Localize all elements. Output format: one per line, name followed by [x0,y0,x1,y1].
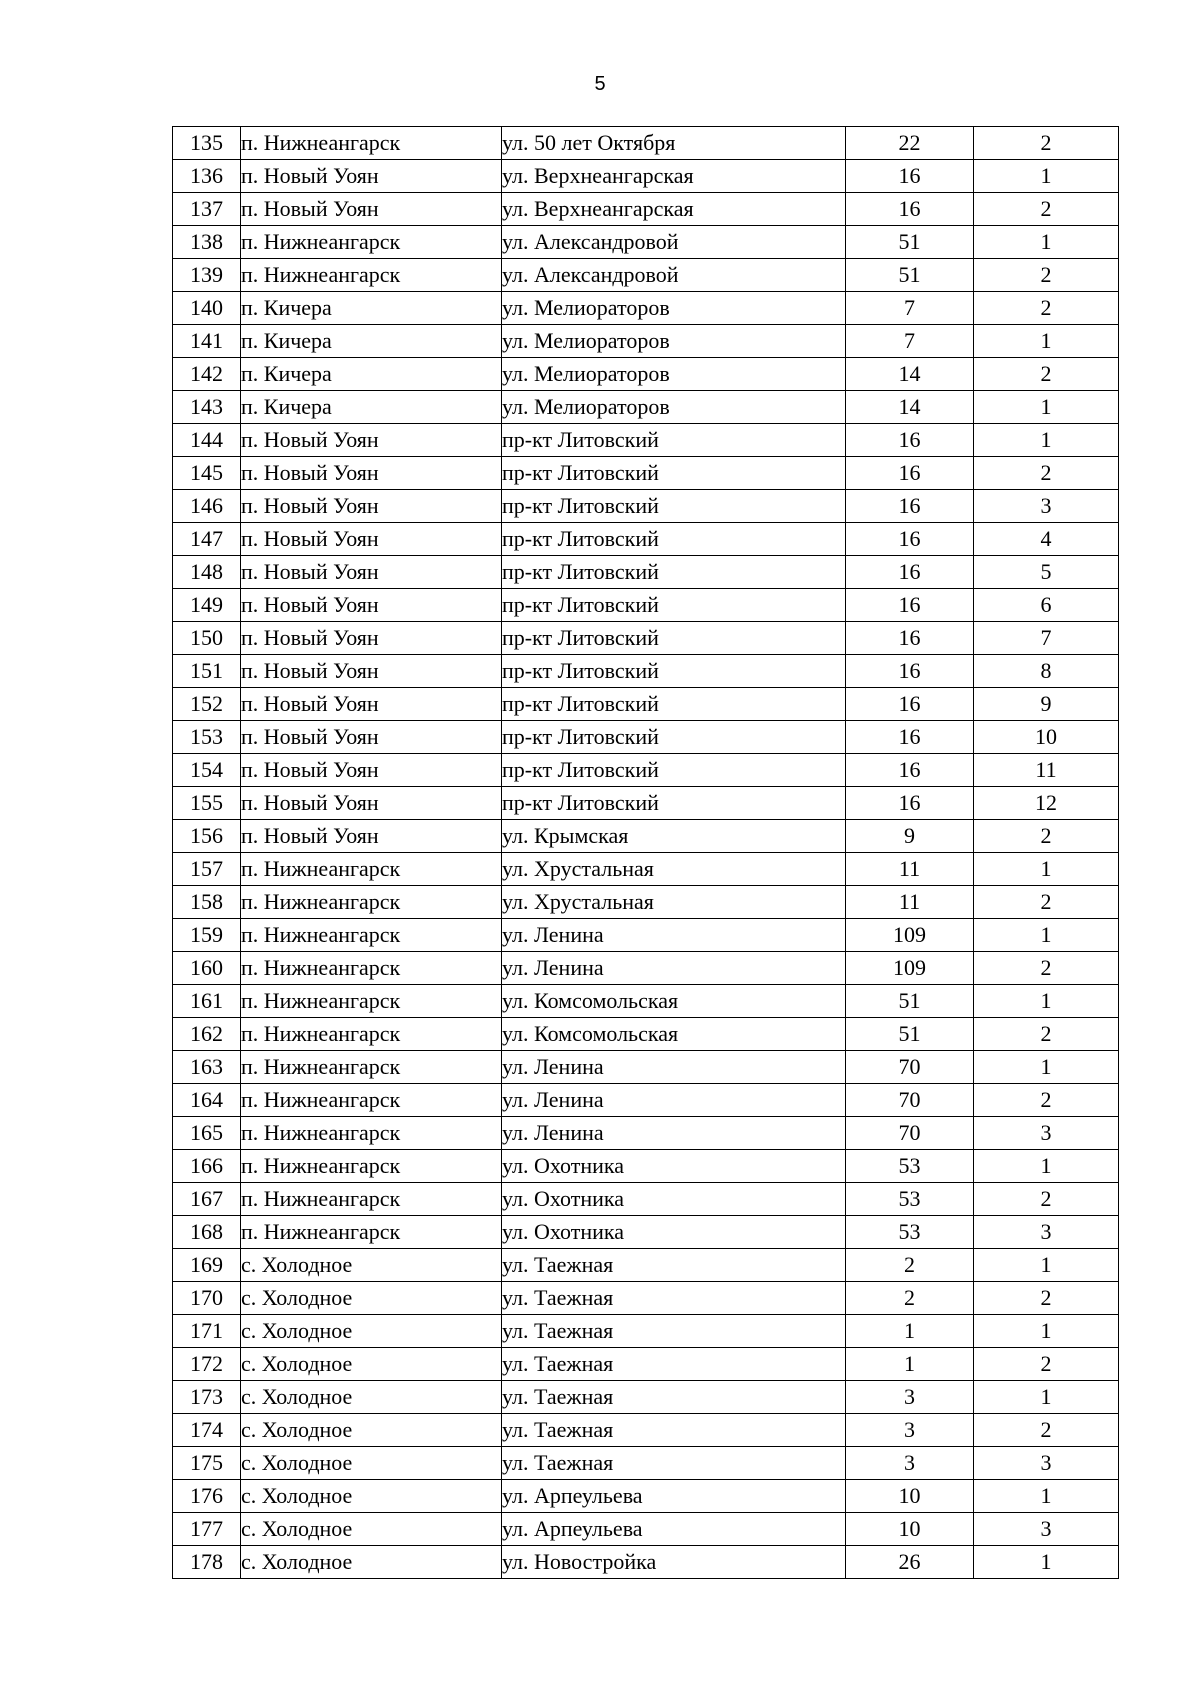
table-row [173,1381,1119,1414]
apartment-number-cell: 7 [974,622,1119,655]
locality-cell: п. Нижнеангарск [241,127,502,160]
apartment-number-cell: 2 [974,457,1119,490]
row-number-cell: 150 [173,622,241,655]
row-number-cell: 157 [173,853,241,886]
street-cell: ул. Мелиораторов [502,358,846,391]
apartment-number-cell: 9 [974,688,1119,721]
apartment-number-cell: 3 [974,1447,1119,1480]
street-cell: ул. Таежная [502,1381,846,1414]
locality-cell: п. Нижнеангарск [241,952,502,985]
apartment-number-cell: 1 [974,391,1119,424]
table-row [173,655,1119,688]
locality-cell: п. Новый Уоян [241,787,502,820]
house-number-cell: 11 [846,886,974,919]
apartment-number-cell: 2 [974,952,1119,985]
house-number-cell: 2 [846,1249,974,1282]
row-number-cell: 152 [173,688,241,721]
house-number-cell: 53 [846,1150,974,1183]
row-number-cell: 147 [173,523,241,556]
locality-cell: п. Новый Уоян [241,721,502,754]
row-number-cell: 167 [173,1183,241,1216]
apartment-number-cell: 2 [974,193,1119,226]
house-number-cell: 16 [846,754,974,787]
apartment-number-cell: 2 [974,1183,1119,1216]
locality-cell: с. Холодное [241,1480,502,1513]
locality-cell: п. Новый Уоян [241,820,502,853]
street-cell: пр-кт Литовский [502,754,846,787]
locality-cell: п. Новый Уоян [241,523,502,556]
table-row [173,193,1119,226]
locality-cell: п. Новый Уоян [241,622,502,655]
table-row [173,1084,1119,1117]
locality-cell: п. Новый Уоян [241,655,502,688]
street-cell: пр-кт Литовский [502,688,846,721]
street-cell: ул. Хрустальная [502,886,846,919]
house-number-cell: 16 [846,490,974,523]
locality-cell: п. Кичера [241,358,502,391]
house-number-cell: 3 [846,1381,974,1414]
row-number-cell: 144 [173,424,241,457]
row-number-cell: 136 [173,160,241,193]
locality-cell: п. Новый Уоян [241,556,502,589]
street-cell: пр-кт Литовский [502,457,846,490]
house-number-cell: 53 [846,1183,974,1216]
apartment-number-cell: 10 [974,721,1119,754]
address-table-body [173,127,1119,1579]
house-number-cell: 51 [846,985,974,1018]
apartment-number-cell: 1 [974,325,1119,358]
house-number-cell: 1 [846,1315,974,1348]
table-row [173,589,1119,622]
house-number-cell: 7 [846,325,974,358]
locality-cell: п. Нижнеангарск [241,1150,502,1183]
street-cell: ул. Таежная [502,1414,846,1447]
table-row [173,424,1119,457]
row-number-cell: 153 [173,721,241,754]
street-cell: ул. Верхнеангарская [502,193,846,226]
apartment-number-cell: 1 [974,985,1119,1018]
house-number-cell: 53 [846,1216,974,1249]
street-cell: ул. Хрустальная [502,853,846,886]
row-number-cell: 169 [173,1249,241,1282]
house-number-cell: 16 [846,721,974,754]
house-number-cell: 16 [846,589,974,622]
apartment-number-cell: 2 [974,1084,1119,1117]
table-row [173,292,1119,325]
row-number-cell: 168 [173,1216,241,1249]
locality-cell: п. Нижнеангарск [241,886,502,919]
row-number-cell: 172 [173,1348,241,1381]
house-number-cell: 14 [846,391,974,424]
table-row [173,490,1119,523]
house-number-cell: 11 [846,853,974,886]
house-number-cell: 16 [846,787,974,820]
locality-cell: п. Кичера [241,391,502,424]
table-row [173,523,1119,556]
street-cell: ул. Ленина [502,1084,846,1117]
row-number-cell: 171 [173,1315,241,1348]
house-number-cell: 10 [846,1480,974,1513]
apartment-number-cell: 3 [974,490,1119,523]
apartment-number-cell: 1 [974,1051,1119,1084]
apartment-number-cell: 2 [974,358,1119,391]
locality-cell: п. Новый Уоян [241,754,502,787]
locality-cell: п. Нижнеангарск [241,1117,502,1150]
row-number-cell: 177 [173,1513,241,1546]
locality-cell: п. Новый Уоян [241,160,502,193]
locality-cell: п. Новый Уоян [241,193,502,226]
street-cell: пр-кт Литовский [502,424,846,457]
row-number-cell: 141 [173,325,241,358]
street-cell: пр-кт Литовский [502,589,846,622]
row-number-cell: 176 [173,1480,241,1513]
locality-cell: с. Холодное [241,1513,502,1546]
table-row [173,688,1119,721]
street-cell: ул. 50 лет Октября [502,127,846,160]
locality-cell: п. Нижнеангарск [241,1216,502,1249]
table-row [173,1183,1119,1216]
apartment-number-cell: 3 [974,1117,1119,1150]
table-row [173,1150,1119,1183]
table-row [173,919,1119,952]
street-cell: пр-кт Литовский [502,556,846,589]
house-number-cell: 109 [846,952,974,985]
apartment-number-cell: 5 [974,556,1119,589]
row-number-cell: 170 [173,1282,241,1315]
street-cell: ул. Арпеульева [502,1513,846,1546]
table-row [173,1216,1119,1249]
house-number-cell: 70 [846,1051,974,1084]
table-row [173,721,1119,754]
locality-cell: п. Нижнеангарск [241,1018,502,1051]
locality-cell: с. Холодное [241,1282,502,1315]
table-row [173,820,1119,853]
locality-cell: п. Нижнеангарск [241,1084,502,1117]
apartment-number-cell: 2 [974,292,1119,325]
table-row [173,259,1119,292]
table-row [173,160,1119,193]
row-number-cell: 178 [173,1546,241,1579]
apartment-number-cell: 2 [974,886,1119,919]
street-cell: ул. Таежная [502,1348,846,1381]
page-number: 5 [594,73,606,95]
street-cell: ул. Мелиораторов [502,325,846,358]
table-row [173,622,1119,655]
apartment-number-cell: 11 [974,754,1119,787]
street-cell: пр-кт Литовский [502,787,846,820]
apartment-number-cell: 2 [974,259,1119,292]
apartment-number-cell: 2 [974,820,1119,853]
apartment-number-cell: 1 [974,226,1119,259]
house-number-cell: 51 [846,226,974,259]
table-row [173,391,1119,424]
table-row [173,358,1119,391]
locality-cell: п. Кичера [241,325,502,358]
locality-cell: с. Холодное [241,1315,502,1348]
table-row [173,1513,1119,1546]
table-row [173,226,1119,259]
apartment-number-cell: 1 [974,1315,1119,1348]
street-cell: ул. Александровой [502,259,846,292]
row-number-cell: 162 [173,1018,241,1051]
street-cell: пр-кт Литовский [502,490,846,523]
apartment-number-cell: 1 [974,160,1119,193]
locality-cell: с. Холодное [241,1249,502,1282]
apartment-number-cell: 2 [974,1348,1119,1381]
house-number-cell: 16 [846,688,974,721]
house-number-cell: 7 [846,292,974,325]
street-cell: ул. Таежная [502,1315,846,1348]
apartment-number-cell: 3 [974,1216,1119,1249]
locality-cell: с. Холодное [241,1447,502,1480]
table-row [173,1117,1119,1150]
row-number-cell: 175 [173,1447,241,1480]
house-number-cell: 109 [846,919,974,952]
row-number-cell: 142 [173,358,241,391]
apartment-number-cell: 1 [974,1150,1119,1183]
house-number-cell: 3 [846,1414,974,1447]
apartment-number-cell: 6 [974,589,1119,622]
table-row [173,886,1119,919]
street-cell: ул. Мелиораторов [502,391,846,424]
apartment-number-cell: 8 [974,655,1119,688]
street-cell: ул. Ленина [502,919,846,952]
row-number-cell: 166 [173,1150,241,1183]
table-row [173,1480,1119,1513]
street-cell: ул. Охотника [502,1216,846,1249]
table-row [173,1414,1119,1447]
apartment-number-cell: 2 [974,1282,1119,1315]
house-number-cell: 1 [846,1348,974,1381]
street-cell: пр-кт Литовский [502,523,846,556]
street-cell: ул. Арпеульева [502,1480,846,1513]
street-cell: ул. Крымская [502,820,846,853]
house-number-cell: 16 [846,556,974,589]
street-cell: ул. Александровой [502,226,846,259]
row-number-cell: 165 [173,1117,241,1150]
row-number-cell: 140 [173,292,241,325]
table-row [173,1348,1119,1381]
house-number-cell: 51 [846,259,974,292]
locality-cell: п. Нижнеангарск [241,1183,502,1216]
locality-cell: с. Холодное [241,1381,502,1414]
apartment-number-cell: 12 [974,787,1119,820]
apartment-number-cell: 2 [974,127,1119,160]
row-number-cell: 135 [173,127,241,160]
address-table [172,126,1119,1579]
street-cell: ул. Охотника [502,1183,846,1216]
row-number-cell: 154 [173,754,241,787]
street-cell: ул. Ленина [502,1117,846,1150]
table-row [173,1018,1119,1051]
locality-cell: п. Нижнеангарск [241,1051,502,1084]
row-number-cell: 174 [173,1414,241,1447]
table-row [173,985,1119,1018]
row-number-cell: 138 [173,226,241,259]
row-number-cell: 160 [173,952,241,985]
house-number-cell: 22 [846,127,974,160]
table-row [173,1315,1119,1348]
house-number-cell: 16 [846,523,974,556]
house-number-cell: 70 [846,1084,974,1117]
row-number-cell: 161 [173,985,241,1018]
street-cell: пр-кт Литовский [502,655,846,688]
locality-cell: п. Нижнеангарск [241,919,502,952]
street-cell: пр-кт Литовский [502,622,846,655]
street-cell: ул. Таежная [502,1447,846,1480]
row-number-cell: 159 [173,919,241,952]
row-number-cell: 173 [173,1381,241,1414]
apartment-number-cell: 1 [974,1480,1119,1513]
house-number-cell: 16 [846,622,974,655]
table-row [173,787,1119,820]
table-row [173,457,1119,490]
house-number-cell: 26 [846,1546,974,1579]
table-row [173,1051,1119,1084]
table-row [173,325,1119,358]
row-number-cell: 145 [173,457,241,490]
house-number-cell: 10 [846,1513,974,1546]
house-number-cell: 9 [846,820,974,853]
apartment-number-cell: 1 [974,1381,1119,1414]
apartment-number-cell: 1 [974,853,1119,886]
locality-cell: п. Новый Уоян [241,589,502,622]
row-number-cell: 158 [173,886,241,919]
row-number-cell: 139 [173,259,241,292]
apartment-number-cell: 1 [974,424,1119,457]
locality-cell: п. Новый Уоян [241,457,502,490]
street-cell: ул. Комсомольская [502,985,846,1018]
row-number-cell: 155 [173,787,241,820]
street-cell: ул. Мелиораторов [502,292,846,325]
locality-cell: п. Новый Уоян [241,424,502,457]
apartment-number-cell: 4 [974,523,1119,556]
locality-cell: с. Холодное [241,1414,502,1447]
house-number-cell: 51 [846,1018,974,1051]
row-number-cell: 164 [173,1084,241,1117]
house-number-cell: 2 [846,1282,974,1315]
locality-cell: п. Кичера [241,292,502,325]
locality-cell: п. Новый Уоян [241,688,502,721]
row-number-cell: 151 [173,655,241,688]
house-number-cell: 14 [846,358,974,391]
street-cell: ул. Комсомольская [502,1018,846,1051]
table-row [173,127,1119,160]
row-number-cell: 143 [173,391,241,424]
street-cell: пр-кт Литовский [502,721,846,754]
table-row [173,1546,1119,1579]
apartment-number-cell: 1 [974,1249,1119,1282]
row-number-cell: 163 [173,1051,241,1084]
locality-cell: п. Новый Уоян [241,490,502,523]
table-row [173,853,1119,886]
locality-cell: п. Нижнеангарск [241,259,502,292]
row-number-cell: 148 [173,556,241,589]
house-number-cell: 16 [846,457,974,490]
house-number-cell: 16 [846,655,974,688]
locality-cell: п. Нижнеангарск [241,226,502,259]
apartment-number-cell: 1 [974,1546,1119,1579]
apartment-number-cell: 3 [974,1513,1119,1546]
street-cell: ул. Верхнеангарская [502,160,846,193]
house-number-cell: 16 [846,424,974,457]
row-number-cell: 156 [173,820,241,853]
apartment-number-cell: 2 [974,1018,1119,1051]
house-number-cell: 3 [846,1447,974,1480]
table-row [173,1282,1119,1315]
apartment-number-cell: 1 [974,919,1119,952]
street-cell: ул. Охотника [502,1150,846,1183]
table-row [173,1447,1119,1480]
street-cell: ул. Таежная [502,1282,846,1315]
house-number-cell: 16 [846,193,974,226]
street-cell: ул. Ленина [502,1051,846,1084]
row-number-cell: 137 [173,193,241,226]
row-number-cell: 149 [173,589,241,622]
house-number-cell: 70 [846,1117,974,1150]
house-number-cell: 16 [846,160,974,193]
apartment-number-cell: 2 [974,1414,1119,1447]
locality-cell: с. Холодное [241,1348,502,1381]
street-cell: ул. Ленина [502,952,846,985]
table-row [173,754,1119,787]
row-number-cell: 146 [173,490,241,523]
locality-cell: с. Холодное [241,1546,502,1579]
table-row [173,952,1119,985]
street-cell: ул. Новостройка [502,1546,846,1579]
locality-cell: п. Нижнеангарск [241,985,502,1018]
locality-cell: п. Нижнеангарск [241,853,502,886]
table-row [173,556,1119,589]
table-row [173,1249,1119,1282]
street-cell: ул. Таежная [502,1249,846,1282]
